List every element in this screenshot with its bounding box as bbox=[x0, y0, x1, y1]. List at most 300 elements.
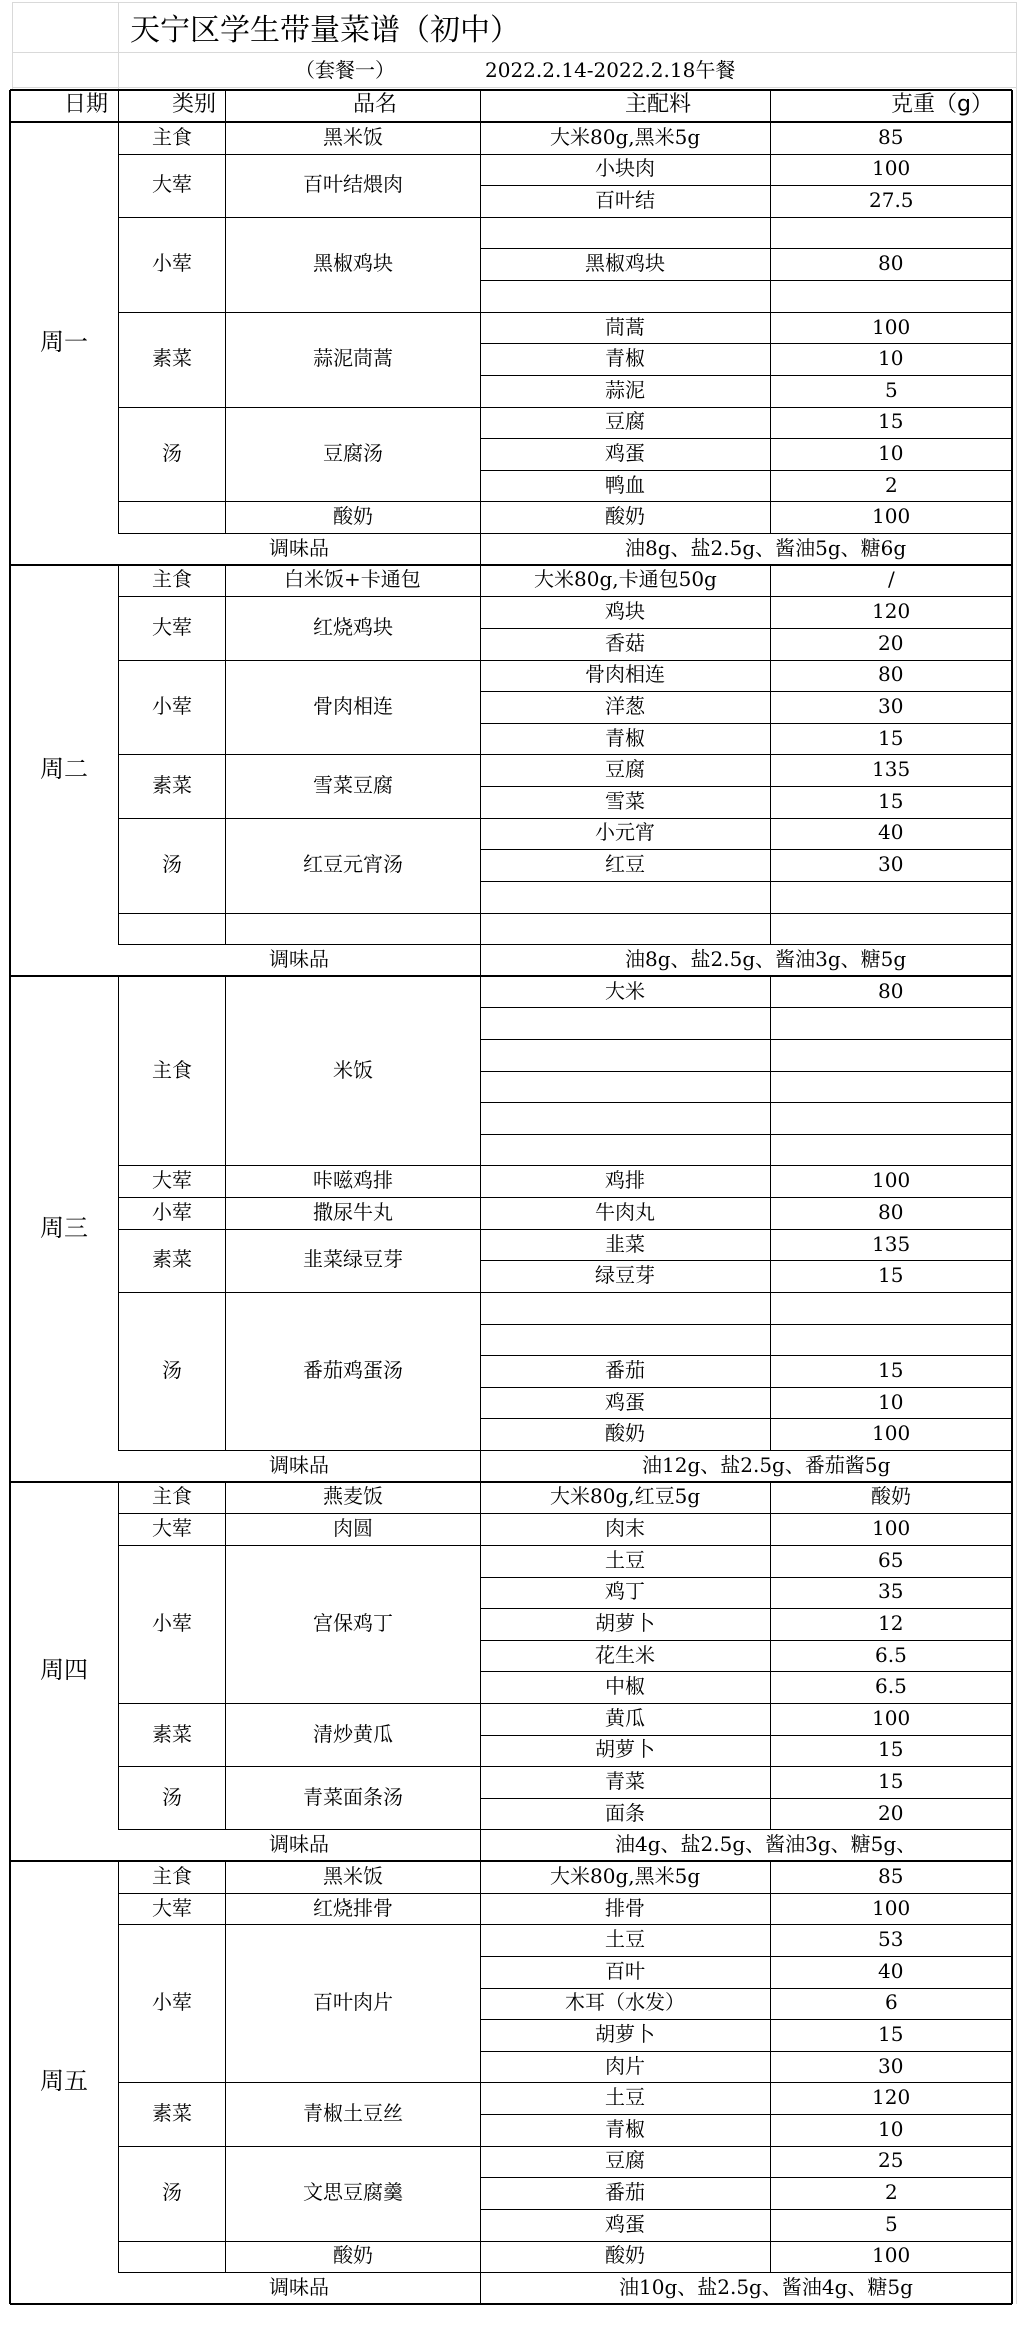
grid-line bbox=[480, 2272, 1012, 2273]
set-label: （套餐一） bbox=[295, 58, 395, 82]
grid-line bbox=[480, 881, 1012, 882]
grid-line bbox=[480, 1829, 1012, 1830]
weight-cell: 25 bbox=[878, 2148, 904, 2172]
grid-line bbox=[480, 1513, 1012, 1514]
ingredient-cell: 蒜泥 bbox=[605, 378, 645, 402]
date-range: 2022.2.14-2022.2.18午餐 bbox=[485, 58, 736, 82]
ingredient-cell: 青椒 bbox=[605, 726, 645, 750]
weight-cell: 100 bbox=[872, 1421, 911, 1445]
ingredient-cell: 大米80g,卡通包50g bbox=[534, 567, 717, 591]
weight-cell: 35 bbox=[878, 1579, 904, 1603]
category-cell: 素菜 bbox=[152, 1247, 192, 1271]
dish-cell: 百叶结煨肉 bbox=[303, 172, 403, 196]
grid-line bbox=[770, 976, 771, 1450]
grid-line bbox=[118, 1450, 480, 1451]
category-cell: 大荤 bbox=[152, 1896, 192, 1920]
grid-line bbox=[770, 90, 771, 122]
category-cell: 大荤 bbox=[152, 615, 192, 639]
category-cell: 小荤 bbox=[152, 1200, 192, 1224]
category-cell: 素菜 bbox=[152, 2101, 192, 2125]
category-cell: 主食 bbox=[152, 125, 192, 149]
grid-line bbox=[118, 565, 119, 944]
weight-cell: 100 bbox=[872, 1896, 911, 1920]
dish-cell: 红烧排骨 bbox=[313, 1896, 393, 1920]
grid-line bbox=[118, 217, 480, 218]
grid-line bbox=[480, 533, 1012, 534]
grid-line bbox=[118, 1197, 480, 1198]
category-cell: 汤 bbox=[162, 852, 182, 876]
grid-line bbox=[480, 2114, 1012, 2115]
grid-line bbox=[480, 849, 1012, 850]
grid-line bbox=[118, 976, 119, 1450]
ingredient-cell: 鸡蛋 bbox=[605, 441, 645, 465]
grid-line bbox=[480, 691, 1012, 692]
weight-cell: 30 bbox=[878, 2054, 904, 2078]
weight-cell: 15 bbox=[878, 789, 904, 813]
grid-line bbox=[480, 1703, 1012, 1704]
weight-cell: 20 bbox=[878, 631, 904, 655]
grid-line bbox=[480, 660, 1012, 661]
weight-cell: 30 bbox=[878, 852, 904, 876]
category-cell: 大荤 bbox=[152, 1516, 192, 1540]
grid-line bbox=[480, 470, 1012, 471]
grid-line bbox=[118, 312, 480, 313]
weight-cell: 15 bbox=[878, 726, 904, 750]
ingredient-cell: 土豆 bbox=[605, 1548, 645, 1572]
category-cell: 主食 bbox=[152, 1864, 192, 1888]
ingredient-cell: 胡萝卜 bbox=[595, 1737, 655, 1761]
grid-line bbox=[12, 52, 1016, 53]
header-category: 类别 bbox=[172, 92, 217, 117]
dish-cell: 百叶肉片 bbox=[313, 1990, 393, 2014]
dish-cell: 黑米饭 bbox=[323, 1864, 383, 1888]
category-cell: 汤 bbox=[162, 441, 182, 465]
category-cell: 素菜 bbox=[152, 346, 192, 370]
grid-line bbox=[480, 1924, 1012, 1925]
weight-cell: 85 bbox=[878, 125, 904, 149]
dish-cell: 红豆元宵汤 bbox=[303, 852, 403, 876]
grid-line bbox=[480, 754, 1012, 755]
weight-cell: 5 bbox=[885, 2212, 898, 2236]
grid-line bbox=[12, 2, 13, 90]
grid-line bbox=[118, 2082, 480, 2083]
weight-cell: 2 bbox=[885, 473, 898, 497]
weight-cell: 10 bbox=[878, 346, 904, 370]
grid-line bbox=[480, 1165, 1012, 1166]
grid-line bbox=[480, 1007, 1012, 1008]
dish-cell: 宫保鸡丁 bbox=[313, 1611, 393, 1635]
grid-line bbox=[480, 1134, 1012, 1135]
weight-cell: 15 bbox=[878, 1358, 904, 1382]
grid-line bbox=[480, 1071, 1012, 1072]
grid-line bbox=[480, 2082, 1012, 2083]
dish-cell: 燕麦饭 bbox=[323, 1484, 383, 1508]
day-label: 周四 bbox=[40, 1656, 88, 1684]
ingredient-cell: 鸡蛋 bbox=[605, 1390, 645, 1414]
grid-line bbox=[225, 565, 226, 944]
grid-line bbox=[480, 596, 1012, 597]
grid-line bbox=[480, 1766, 1012, 1767]
ingredient-cell: 小块肉 bbox=[595, 156, 655, 180]
ingredient-cell: 酸奶 bbox=[605, 504, 645, 528]
grid-line bbox=[10, 121, 1012, 123]
ingredient-cell: 茼蒿 bbox=[605, 315, 645, 339]
ingredient-cell: 大米80g,黑米5g bbox=[550, 125, 701, 149]
grid-line bbox=[480, 913, 1012, 914]
weight-cell: 100 bbox=[872, 156, 911, 180]
grid-line bbox=[480, 407, 1012, 408]
ingredient-cell: 韭菜 bbox=[605, 1232, 645, 1256]
grid-line bbox=[9, 90, 11, 2304]
ingredient-cell: 番茄 bbox=[605, 2180, 645, 2204]
grid-line bbox=[118, 1545, 480, 1546]
weight-cell: 15 bbox=[878, 1263, 904, 1287]
grid-line bbox=[770, 1482, 771, 1830]
dish-cell: 文思豆腐羹 bbox=[303, 2180, 403, 2204]
weight-cell: 100 bbox=[872, 504, 911, 528]
grid-line bbox=[480, 723, 1012, 724]
ingredient-cell: 豆腐 bbox=[605, 757, 645, 781]
weight-cell: 100 bbox=[872, 1706, 911, 1730]
grid-line bbox=[118, 1292, 480, 1293]
ingredient-cell: 豆腐 bbox=[605, 2148, 645, 2172]
weight-cell: 10 bbox=[878, 2117, 904, 2141]
grid-line bbox=[480, 312, 1012, 313]
grid-line bbox=[12, 2, 1016, 3]
weight-cell: 120 bbox=[872, 2085, 911, 2109]
grid-line bbox=[118, 501, 480, 502]
grid-line bbox=[118, 1165, 480, 1166]
grid-line bbox=[118, 533, 480, 534]
grid-line bbox=[118, 2146, 480, 2147]
seasoning-label: 调味品 bbox=[269, 1832, 329, 1856]
dish-cell: 番茄鸡蛋汤 bbox=[303, 1358, 403, 1382]
ingredient-cell: 大米 bbox=[605, 979, 645, 1003]
weight-cell: 100 bbox=[872, 315, 911, 339]
dish-cell: 撒尿牛丸 bbox=[313, 1200, 393, 1224]
category-cell: 小荤 bbox=[152, 251, 192, 275]
dish-cell: 酸奶 bbox=[333, 2243, 373, 2267]
ingredient-cell: 香菇 bbox=[605, 631, 645, 655]
weight-cell: 酸奶 bbox=[871, 1484, 911, 1508]
grid-line bbox=[480, 628, 1012, 629]
dish-cell: 肉圆 bbox=[333, 1516, 373, 1540]
grid-line bbox=[118, 754, 480, 755]
grid-line bbox=[480, 1292, 1012, 1293]
grid-line bbox=[480, 1545, 1012, 1546]
header-dish: 品名 bbox=[353, 92, 398, 117]
weight-cell: 15 bbox=[878, 409, 904, 433]
weight-cell: 135 bbox=[872, 757, 911, 781]
weight-cell: 80 bbox=[878, 1200, 904, 1224]
weight-cell: 6 bbox=[885, 1990, 898, 2014]
ingredient-cell: 大米80g,黑米5g bbox=[550, 1864, 701, 1888]
header-ingredients: 主配料 bbox=[625, 92, 692, 117]
grid-line bbox=[480, 1260, 1012, 1261]
grid-line bbox=[480, 1798, 1012, 1799]
category-cell: 主食 bbox=[152, 1058, 192, 1082]
ingredient-cell: 酸奶 bbox=[605, 1421, 645, 1445]
category-cell: 小荤 bbox=[152, 1990, 192, 2014]
ingredient-cell: 雪菜 bbox=[605, 789, 645, 813]
grid-line bbox=[12, 87, 1016, 88]
grid-line bbox=[480, 2019, 1012, 2020]
weight-cell: 10 bbox=[878, 1390, 904, 1414]
day-label: 周五 bbox=[40, 2067, 88, 2095]
dish-cell: 骨肉相连 bbox=[313, 694, 393, 718]
grid-line bbox=[480, 185, 1012, 186]
weight-cell: 40 bbox=[878, 820, 904, 844]
grid-line bbox=[480, 122, 481, 565]
dish-cell: 红烧鸡块 bbox=[313, 615, 393, 639]
ingredient-cell: 豆腐 bbox=[605, 409, 645, 433]
weight-cell: 100 bbox=[872, 1516, 911, 1540]
ingredient-cell: 酸奶 bbox=[605, 2243, 645, 2267]
seasoning-label: 调味品 bbox=[269, 536, 329, 560]
dish-cell: 黑米饭 bbox=[323, 125, 383, 149]
weight-cell: 10 bbox=[878, 441, 904, 465]
ingredient-cell: 鸡排 bbox=[605, 1168, 645, 1192]
weight-cell: 6.5 bbox=[875, 1674, 907, 1698]
category-cell: 大荤 bbox=[152, 1168, 192, 1192]
grid-line bbox=[480, 818, 1012, 819]
grid-line bbox=[118, 1703, 480, 1704]
ingredient-cell: 绿豆芽 bbox=[595, 1263, 655, 1287]
day-label: 周三 bbox=[40, 1214, 88, 1242]
weight-cell: 12 bbox=[878, 1611, 904, 1635]
weight-cell: 15 bbox=[878, 1737, 904, 1761]
weight-cell: 2 bbox=[885, 2180, 898, 2204]
grid-line bbox=[770, 122, 771, 533]
weight-cell: 65 bbox=[878, 1548, 904, 1572]
ingredient-cell: 青椒 bbox=[605, 346, 645, 370]
ingredient-cell: 牛肉丸 bbox=[595, 1200, 655, 1224]
weight-cell: 30 bbox=[878, 694, 904, 718]
grid-line bbox=[480, 1735, 1012, 1736]
grid-line bbox=[10, 975, 1012, 977]
grid-line bbox=[480, 1450, 1012, 1451]
dish-cell: 韭菜绿豆芽 bbox=[303, 1247, 403, 1271]
grid-line bbox=[480, 1893, 1012, 1894]
dish-cell: 米饭 bbox=[333, 1058, 373, 1082]
ingredient-cell: 百叶结 bbox=[595, 188, 655, 212]
header-date: 日期 bbox=[64, 92, 109, 117]
grid-line bbox=[480, 2051, 1012, 2052]
grid-line bbox=[480, 248, 1012, 249]
category-cell: 汤 bbox=[162, 1358, 182, 1382]
ingredient-cell: 骨肉相连 bbox=[585, 662, 665, 686]
category-cell: 小荤 bbox=[152, 694, 192, 718]
seasoning-value: 油4g、盐2.5g、酱油3g、糖5g、 bbox=[615, 1832, 917, 1856]
grid-line bbox=[10, 89, 1012, 91]
weight-cell: 5 bbox=[885, 378, 898, 402]
weight-cell: 100 bbox=[872, 2243, 911, 2267]
grid-line bbox=[480, 2241, 1012, 2242]
ingredient-cell: 肉片 bbox=[605, 2054, 645, 2078]
dish-cell: 豆腐汤 bbox=[323, 441, 383, 465]
ingredient-cell: 土豆 bbox=[605, 2085, 645, 2109]
grid-line bbox=[480, 1355, 1012, 1356]
grid-line bbox=[118, 1829, 480, 1830]
weight-cell: 80 bbox=[878, 251, 904, 275]
grid-line bbox=[480, 1988, 1012, 1989]
weight-cell: 80 bbox=[878, 662, 904, 686]
weight-cell: 100 bbox=[872, 1168, 911, 1192]
ingredient-cell: 百叶 bbox=[605, 1959, 645, 1983]
grid-line bbox=[118, 1861, 119, 2272]
weight-cell: 135 bbox=[872, 1232, 911, 1256]
grid-line bbox=[118, 122, 119, 533]
weight-cell: 6.5 bbox=[875, 1643, 907, 1667]
weight-cell: 15 bbox=[878, 2022, 904, 2046]
grid-line bbox=[480, 1861, 481, 2304]
grid-line bbox=[118, 2241, 480, 2242]
ingredient-cell: 肉末 bbox=[605, 1516, 645, 1540]
ingredient-cell: 小元宵 bbox=[595, 820, 655, 844]
seasoning-value: 油10g、盐2.5g、酱油4g、糖5g bbox=[619, 2275, 913, 2299]
dish-cell: 青菜面条汤 bbox=[303, 1785, 403, 1809]
day-label: 周一 bbox=[40, 328, 88, 356]
category-cell: 汤 bbox=[162, 1785, 182, 1809]
ingredient-cell: 土豆 bbox=[605, 1927, 645, 1951]
page-title: 天宁区学生带量菜谱（初中） bbox=[130, 13, 520, 48]
header-weight: 克重（g） bbox=[891, 92, 993, 117]
category-cell: 大荤 bbox=[152, 172, 192, 196]
grid-line bbox=[480, 280, 1012, 281]
category-cell: 小荤 bbox=[152, 1611, 192, 1635]
grid-line bbox=[118, 944, 480, 945]
dish-cell: 青椒土豆丝 bbox=[303, 2101, 403, 2125]
dish-cell: 白米饭+卡通包 bbox=[284, 567, 421, 591]
grid-line bbox=[118, 660, 480, 661]
ingredient-cell: 排骨 bbox=[605, 1896, 645, 1920]
grid-line bbox=[1011, 90, 1013, 2304]
grid-line bbox=[480, 1671, 1012, 1672]
grid-line bbox=[480, 90, 481, 122]
ingredient-cell: 鸡丁 bbox=[605, 1579, 645, 1603]
grid-line bbox=[10, 1860, 1012, 1862]
grid-line bbox=[480, 1482, 481, 1861]
ingredient-cell: 胡萝卜 bbox=[595, 2022, 655, 2046]
grid-line bbox=[225, 1861, 226, 2272]
grid-line bbox=[480, 501, 1012, 502]
dish-cell: 雪菜豆腐 bbox=[313, 773, 393, 797]
grid-line bbox=[480, 1608, 1012, 1609]
weight-cell: 40 bbox=[878, 1959, 904, 1983]
grid-line bbox=[480, 2177, 1012, 2178]
grid-line bbox=[1016, 2, 1017, 90]
ingredient-cell: 木耳（水发） bbox=[565, 1990, 685, 2014]
grid-line bbox=[480, 1640, 1012, 1641]
ingredient-cell: 黑椒鸡块 bbox=[585, 251, 665, 275]
grid-line bbox=[480, 2146, 1012, 2147]
weight-cell: 120 bbox=[872, 599, 911, 623]
grid-line bbox=[480, 375, 1012, 376]
seasoning-label: 调味品 bbox=[269, 1453, 329, 1477]
grid-line bbox=[480, 154, 1012, 155]
ingredient-cell: 青菜 bbox=[605, 1769, 645, 1793]
ingredient-cell: 面条 bbox=[605, 1801, 645, 1825]
grid-line bbox=[480, 944, 1012, 945]
grid-line bbox=[1016, 90, 1017, 2304]
grid-line bbox=[480, 343, 1012, 344]
grid-line bbox=[118, 2272, 480, 2273]
weight-cell: 53 bbox=[878, 1927, 904, 1951]
ingredient-cell: 鸡块 bbox=[605, 599, 645, 623]
grid-line bbox=[118, 1924, 480, 1925]
seasoning-value: 油12g、盐2.5g、番茄酱5g bbox=[642, 1453, 891, 1477]
grid-line bbox=[10, 564, 1012, 566]
weight-cell: 20 bbox=[878, 1801, 904, 1825]
grid-line bbox=[118, 596, 480, 597]
grid-line bbox=[118, 1893, 480, 1894]
category-cell: 主食 bbox=[152, 1484, 192, 1508]
grid-line bbox=[480, 1039, 1012, 1040]
grid-line bbox=[480, 1229, 1012, 1230]
grid-line bbox=[118, 1482, 119, 1830]
grid-line bbox=[225, 1482, 226, 1830]
seasoning-value: 油8g、盐2.5g、酱油5g、糖6g bbox=[625, 536, 907, 560]
grid-line bbox=[118, 913, 480, 914]
day-label: 周二 bbox=[40, 755, 88, 783]
seasoning-value: 油8g、盐2.5g、酱油3g、糖5g bbox=[625, 947, 907, 971]
category-cell: 主食 bbox=[152, 567, 192, 591]
grid-line bbox=[480, 786, 1012, 787]
grid-line bbox=[480, 217, 1012, 218]
weight-cell: 80 bbox=[878, 979, 904, 1003]
grid-line bbox=[118, 1513, 480, 1514]
ingredient-cell: 花生米 bbox=[595, 1643, 655, 1667]
grid-line bbox=[225, 122, 226, 533]
category-cell: 素菜 bbox=[152, 1722, 192, 1746]
grid-line bbox=[480, 2209, 1012, 2210]
grid-line bbox=[225, 90, 226, 122]
dish-cell: 酸奶 bbox=[333, 504, 373, 528]
ingredient-cell: 鸡蛋 bbox=[605, 2212, 645, 2236]
dish-cell: 黑椒鸡块 bbox=[313, 251, 393, 275]
weight-cell: 85 bbox=[878, 1864, 904, 1888]
grid-line bbox=[480, 1418, 1012, 1419]
grid-line bbox=[118, 90, 119, 122]
grid-line bbox=[480, 1197, 1012, 1198]
grid-line bbox=[225, 976, 226, 1450]
weight-cell: / bbox=[888, 567, 895, 591]
dish-cell: 清炒黄瓜 bbox=[313, 1722, 393, 1746]
weight-cell: 27.5 bbox=[869, 188, 914, 212]
ingredient-cell: 中椒 bbox=[605, 1674, 645, 1698]
ingredient-cell: 青椒 bbox=[605, 2117, 645, 2141]
grid-line bbox=[118, 154, 480, 155]
ingredient-cell: 鸭血 bbox=[605, 473, 645, 497]
ingredient-cell: 洋葱 bbox=[605, 694, 645, 718]
dish-cell: 蒜泥茼蒿 bbox=[313, 346, 393, 370]
grid-line bbox=[770, 565, 771, 944]
grid-line bbox=[480, 1387, 1012, 1388]
grid-line bbox=[480, 438, 1012, 439]
category-cell: 素菜 bbox=[152, 773, 192, 797]
ingredient-cell: 大米80g,红豆5g bbox=[550, 1484, 701, 1508]
weight-cell: 15 bbox=[878, 1769, 904, 1793]
ingredient-cell: 红豆 bbox=[605, 852, 645, 876]
grid-line bbox=[10, 2303, 1012, 2305]
grid-line bbox=[480, 1956, 1012, 1957]
ingredient-cell: 胡萝卜 bbox=[595, 1611, 655, 1635]
grid-line bbox=[480, 1324, 1012, 1325]
seasoning-label: 调味品 bbox=[269, 947, 329, 971]
grid-line bbox=[480, 976, 481, 1482]
ingredient-cell: 番茄 bbox=[605, 1358, 645, 1382]
grid-line bbox=[118, 1229, 480, 1230]
